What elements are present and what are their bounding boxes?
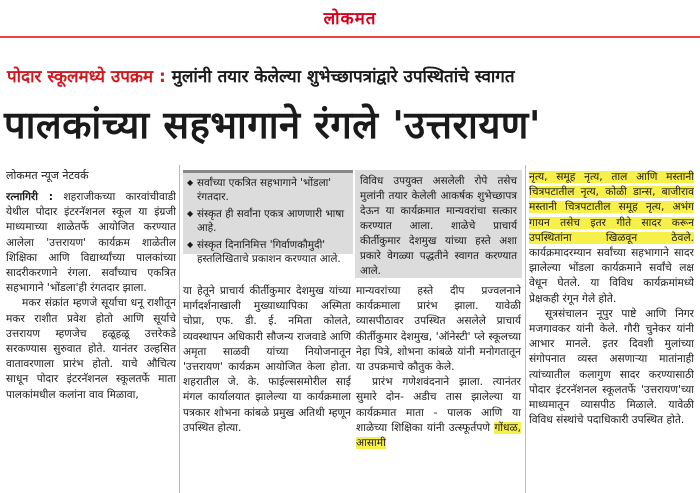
kicker-line xyxy=(7,64,515,87)
column3-paragraph-1: मान्यवरांच्या हस्ते दीप प्रज्वलनाने कार्यक्रमाला प्रारंभ झाला. यावेळी व्यासपीठावर उपस्थित असलेले प्राचार्य कीर्तीकुमार देशमुख, 'ऑनेस्टी' प्ले स्कूलच्या नेहा पित्रे, शोभना कांबळे यांनी मनोगतातून या उपक्रमाचे कौतुक केले. xyxy=(356,285,521,374)
kicker-text: मुलांनी तयार केलेल्या शुभेच्छापत्रांद्वारे उपस्थितांचे स्वागत xyxy=(171,67,515,87)
headline: पालकांच्या सहभागाने रंगले 'उत्तरायण' xyxy=(4,103,542,147)
column2-paragraph-1: या हेतूने प्राचार्य कीर्तीकुमार देशमुख यांच्या मार्गदर्शनाखाली मुख्याध्यापिका अस्मिता चोप्रा, एफ. डी. ई. नमिता कोलते, व्यवस्थापन अधिकारी सौजन्य राजवाडे आणि अमृता साळवी यांच्या नियोजनातून 'उत्तरायण' कार्यक्रम आयोजित केला होता. शहरातील जे. के. फाईल्ससमोरील साई मंगल कार्यालयात झालेल्या या कार्यक्रमाला पत्रकार शोभना कांबळे प्रमुख अतिथी म्हणून उपस्थित होत्या. xyxy=(183,285,351,434)
article-column-1 xyxy=(6,190,176,493)
highlight-item: ◆ संस्कृत दिनानिमित्त 'गिर्वाणकौमुदी' हस्तलिखिताचे प्रकाशन करण्यात आले. xyxy=(187,238,349,266)
column1-paragraph-2: मकर संक्रांत म्हणजे सूर्याचा धनू राशीतून मकर राशीत प्रवेश होतो आणि सूर्याचे उत्तरायण म्हणजेच हळूहळू उत्तरेकडे सरकण्यास सुरुवात होते. यानंतर उल्हसित वातावरणाला प्रारंभ होतो. याचे औचित्य साधून पोदार इंटरनॅशनल स्कूलतर्फे माता पालकांमधील कलांना वाव मिळावा, xyxy=(6,297,176,401)
highlight-item: ◆ सर्वांच्या एकत्रित सहभागाने 'भोंडला' रंगतदार. xyxy=(187,176,349,204)
masthead-rule xyxy=(0,36,700,38)
info-box: विविध उपयुक्त असलेली रोपे तसेच मुलांनी तयार केलेली आकर्षक शुभेच्छापत्र देऊन या कार्यक्रमात मान्यवरांचा सत्कार करण्यात आला. शाळेचे प्राचार्य कीर्तीकुमार देशमुख यांच्या हस्ते अशा प्रकारे वेगळ्या पद्धतीने स्वागत करण्यात आले. xyxy=(355,170,522,278)
article-column-3 xyxy=(356,284,521,493)
highlighted-text: नृत्य, समूह नृत्य, ताल आणि मस्तानी चित्रपटातील नृत्य, कोळी डान्स, बाजीराव मस्तानी चित्रपटातील समूह नृत्य, अभंग गायन तसेच इतर गीते सादर करून उपस्थितांना खिळवून ठेवले. xyxy=(529,171,694,244)
column4-paragraph-2: सूत्रसंचालन नूपुर पाष्टे आणि निगर मजगावकर यांनी केले. गौरी चुनेकर यांनी आभार मानले. इतर दिवशी मुलांच्या संगोपनात व्यस्त असणाऱ्या मातांनाही त्यांच्यातील कलागुण सादर करण्यासाठी पोदार इंटरनॅशनल स्कूलतर्फे 'उत्तरायण'च्या माध्यमातून व्यासपीठ मिळाले. यावेळी विविध संस्थांचे पदाधिकारी उपस्थित होते. xyxy=(529,307,694,427)
byline: लोकमत न्यूज नेटवर्क xyxy=(6,169,89,182)
column1-paragraph-1: शहराजीकच्या कारवांचीवाडी येथील पोदार इंटरनॅशनल स्कूल या इंग्रजी माध्यमाच्या शाळेतर्फे आयोजित करण्यात आलेला 'उत्तरायण' कार्यक्रम शाळेतील शिक्षिका आणि विद्यार्थ्यांच्या पालकांच्या सादरीकरणाने रंगला. सर्वांच्याच एकत्रित सहभागाने 'भोंडला'ही रंगतदार झाला. xyxy=(6,191,176,295)
column3-paragraph-2: प्रारंभ गणेशवंदनाने झाला. त्यानंतर सुमारे दोन- अडीच तास झालेल्या या कार्यक्रमात माता - पालक आणि या शाळेच्या शिक्षिका यांनी उत्स्फूर्तपणे xyxy=(356,376,521,434)
column-divider xyxy=(525,165,526,493)
column-divider xyxy=(179,165,180,493)
highlighted-text: गोंधळ, आसामी xyxy=(356,421,521,450)
column4-paragraph-1: कार्यक्रमादरम्यान सर्वांच्या सहभागाने सादर झालेल्या भोंडला कार्यक्रमाने सर्वांचे लक्ष वेधून घेतले. या विविध कार्यक्रमांमध्ये प्रेक्षकही रंगून गेले होते. xyxy=(529,247,694,305)
highlight-item: ◆ संस्कृत ही सर्वांना एकत्र आणणारी भाषा आहे. xyxy=(187,207,349,235)
article-column-2 xyxy=(183,284,351,493)
masthead-logo: लोकमत xyxy=(323,9,377,29)
article-column-4 xyxy=(529,170,694,493)
highlights-box xyxy=(183,170,353,265)
kicker-prefix: पोदार स्कूलमध्ये उपक्रम : xyxy=(7,67,166,87)
dateline: रत्नागिरी : xyxy=(6,191,53,203)
